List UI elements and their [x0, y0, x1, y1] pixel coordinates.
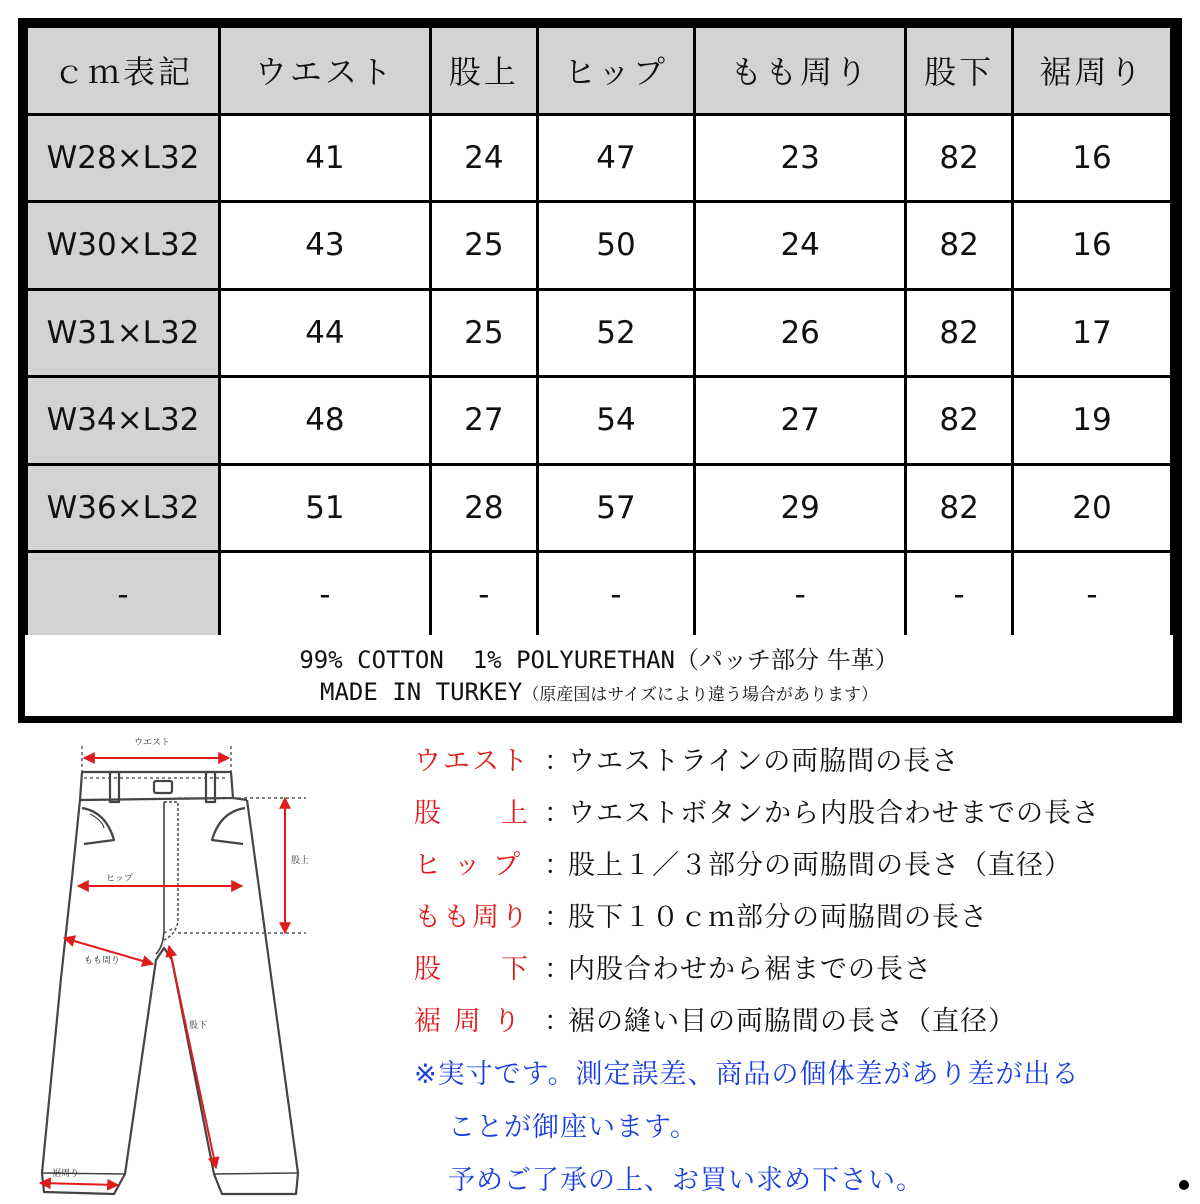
size-label: W28×L32	[28, 116, 218, 201]
thigh-value: 26	[696, 291, 904, 376]
hip-value: -	[539, 553, 693, 638]
hip-value: 54	[539, 378, 693, 463]
inseam-value: 82	[907, 116, 1011, 201]
measurement-legend	[414, 732, 1194, 1204]
material-patch-note: （パッチ部分 牛革）	[675, 646, 899, 674]
material-line-1	[25, 644, 1173, 676]
table-header-row	[28, 28, 1170, 113]
header-hem: 裾周り	[1014, 28, 1170, 113]
thigh-value: 27	[696, 378, 904, 463]
legend-term: ウエスト	[414, 745, 530, 777]
legend-term: 股 下	[414, 953, 530, 985]
material-info	[25, 635, 1173, 716]
country-of-origin: MADE IN TURKEY	[320, 678, 523, 706]
legend-item	[414, 784, 1194, 836]
diagram-label-hip: ヒップ	[106, 874, 133, 884]
legend-colon: ：	[544, 797, 571, 829]
legend-term: ヒ ッ プ	[414, 849, 523, 881]
hem-value: 16	[1014, 203, 1170, 288]
table-row	[28, 466, 1170, 551]
rise-value: 24	[432, 116, 536, 201]
hem-value: 17	[1014, 291, 1170, 376]
legend-term: 股 上	[414, 797, 530, 829]
thigh-value: 24	[696, 203, 904, 288]
legend-colon: ：	[544, 849, 571, 881]
size-table	[25, 25, 1173, 641]
header-rise: 股上	[432, 28, 536, 113]
hem-arrow	[40, 1183, 118, 1185]
waist-value: 44	[221, 291, 429, 376]
hem-value: 19	[1014, 378, 1170, 463]
material-composition: 99% COTTON 1% POLYURETHAN	[299, 646, 676, 674]
rise-value: -	[432, 553, 536, 638]
table-row	[28, 203, 1170, 288]
legend-desc: ウエストボタンから内股合わせまでの長さ	[568, 797, 1100, 829]
diagram-label-hem: 裾周り	[52, 1169, 80, 1179]
table-row	[28, 378, 1170, 463]
thigh-value: -	[696, 553, 904, 638]
hip-value: 57	[539, 466, 693, 551]
pants-outline-icon	[42, 772, 298, 1194]
hem-value: -	[1014, 553, 1170, 638]
inseam-value: 82	[907, 378, 1011, 463]
waist-value: 41	[221, 116, 429, 201]
diagram-label-inseam: 股下	[189, 1021, 208, 1031]
diagram-label-thigh: もも周り	[84, 956, 121, 966]
material-line-2	[25, 676, 1173, 711]
hip-value: 50	[539, 203, 693, 288]
legend-term: もも周り	[414, 901, 530, 933]
inseam-value: 82	[907, 466, 1011, 551]
rise-value: 27	[432, 378, 536, 463]
waist-value: 43	[221, 203, 429, 288]
header-thigh: もも周り	[696, 28, 904, 113]
hip-value: 52	[539, 291, 693, 376]
legend-colon: ：	[544, 1005, 571, 1037]
legend-desc: 裾の縫い目の両脇間の長さ（直径）	[568, 1005, 1016, 1037]
table-row	[28, 116, 1170, 201]
diagram-label-rise: 股上	[291, 856, 310, 866]
thigh-value: 29	[696, 466, 904, 551]
measurement-note-3: 予めご了承の上、お買い求め下さい。	[448, 1165, 924, 1196]
legend-desc: 股下１０ｃｍ部分の両脇間の長さ	[568, 901, 988, 933]
inseam-arrow	[169, 946, 216, 1168]
header-inseam: 股下	[907, 28, 1011, 113]
legend-desc: ウエストラインの両脇間の長さ	[568, 745, 960, 777]
legend-colon: ：	[544, 901, 571, 933]
header-cm: ｃｍ表記	[28, 28, 218, 113]
header-waist: ウエスト	[221, 28, 429, 113]
hem-value: 20	[1014, 466, 1170, 551]
size-table-frame	[18, 18, 1182, 723]
legend-item	[414, 732, 1194, 784]
size-label: W30×L32	[28, 203, 218, 288]
waist-value: 48	[221, 378, 429, 463]
size-label: W36×L32	[28, 466, 218, 551]
rise-value: 25	[432, 203, 536, 288]
corner-dot	[1179, 1180, 1189, 1190]
hem-value: 16	[1014, 116, 1170, 201]
hip-value: 47	[539, 116, 693, 201]
legend-item	[414, 940, 1194, 992]
table-row	[28, 291, 1170, 376]
measurement-note-1: ※実寸です。測定誤差、商品の個体差があり差が出る	[414, 1058, 1080, 1090]
size-label: -	[28, 553, 218, 638]
size-label: W31×L32	[28, 291, 218, 376]
waist-value: -	[221, 553, 429, 638]
rise-value: 28	[432, 466, 536, 551]
guide-lines	[82, 746, 306, 933]
thigh-value: 23	[696, 116, 904, 201]
legend-term: 裾 周 り	[414, 1005, 523, 1037]
legend-colon: ：	[544, 953, 571, 985]
legend-item	[414, 836, 1194, 888]
legend-desc: 股上１／３部分の両脇間の長さ（直径）	[568, 849, 1072, 881]
legend-colon: ：	[544, 745, 571, 777]
origin-note: （原産国はサイズにより違う場合があります）	[522, 685, 878, 705]
inseam-value: 82	[907, 291, 1011, 376]
size-label: W34×L32	[28, 378, 218, 463]
inseam-value: 82	[907, 203, 1011, 288]
rise-value: 25	[432, 291, 536, 376]
pants-measurement-diagram	[14, 728, 344, 1196]
inseam-value: -	[907, 553, 1011, 638]
table-row-empty	[28, 553, 1170, 638]
legend-item	[414, 888, 1194, 940]
diagram-label-waist: ウエスト	[134, 738, 171, 748]
legend-item	[414, 992, 1194, 1044]
legend-desc: 内股合わせから裾までの長さ	[568, 953, 932, 985]
waist-value: 51	[221, 466, 429, 551]
measurement-note-2: ことが御座います。	[448, 1112, 698, 1143]
header-hip: ヒップ	[539, 28, 693, 113]
